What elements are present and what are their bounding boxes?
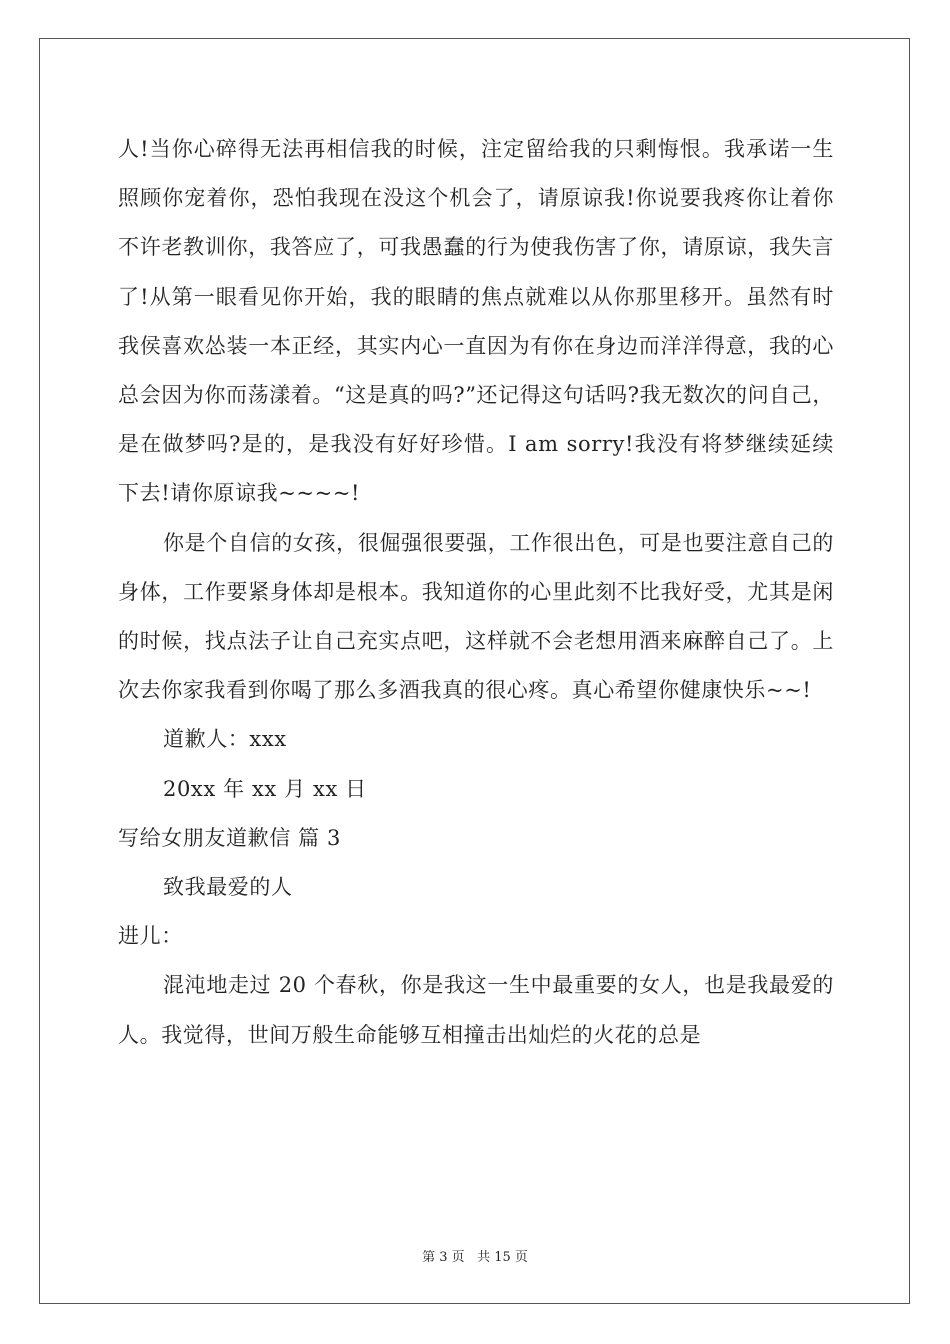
signature-line: 道歉人：xxx <box>163 727 287 752</box>
page-total: 共 15 页 <box>477 1250 528 1265</box>
paragraph-care-advice: 你是个自信的女孩，很倔强很要强，工作很出色，可是也要注意自己的身体，工作要紧身体却是根本。我知道你的心里此刻不比我好受，尤其是闲的时候，找点法子让自己充实点吧，这样就不会老想用酒来麻醉自己了。上次去你家我看到你喝了那么多酒我真的很心疼。真心希望你健康快乐~~! <box>118 530 834 703</box>
salutation-recipient: 进儿： <box>118 924 183 949</box>
section-heading: 写给女朋友道歉信 篇 3 <box>118 825 341 850</box>
page-number: 第 3 页 <box>422 1250 465 1265</box>
document-body <box>118 125 834 1060</box>
salutation-dedication: 致我最爱的人 <box>163 875 293 900</box>
paragraph-letter-opening: 混沌地走过 20 个春秋，你是我这一生中最重要的女人，也是我最爱的人。我觉得，世间万般生命能够互相撞击出灿烂的火花的总是 <box>118 973 834 1047</box>
date-line: 20xx 年 xx 月 xx 日 <box>163 776 367 801</box>
paragraph-apology-body: 人!当你心碎得无法再相信我的时候，注定留给我的只剩悔恨。我承诺一生照顾你宠着你，恐怕我现在没这个机会了，请原谅我!你说要我疼你让着你不许老教训你，我答应了，可我愚蠢的行为使我伤害了你，请原谅，我失言了!从第一眼看见你开始，我的眼睛的焦点就难以从你那里移开。虽然有时我侯喜欢怂装一本正经，其实内心一直因为有你在身边而洋洋得意，我的心总会因为你而荡漾着。“这是真的吗?”还记得这句话吗?我无数次的问自己，是在做梦吗?是的，是我没有好好珍惜。I am sorry!我没有将梦继续延续下去!请你原谅我~~~~! <box>118 137 834 506</box>
page-footer <box>0 1246 950 1265</box>
